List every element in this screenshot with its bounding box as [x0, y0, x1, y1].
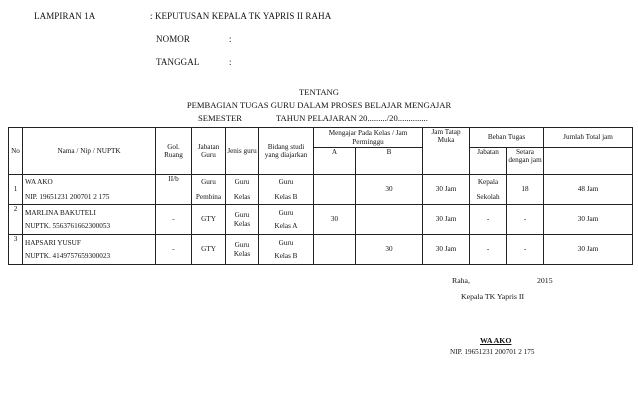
signature-name: WA AKO: [480, 336, 512, 345]
row-jumlah: 30 Jam: [544, 235, 633, 265]
title-main: PEMBAGIAN TUGAS GURU DALAM PROSES BELAJAR MENGAJAR: [186, 100, 452, 110]
row-kelas-b: 30: [356, 235, 423, 265]
row-jenis-1: Guru: [234, 178, 250, 187]
header-beban-setara: Setara dengan jam: [507, 148, 544, 175]
header-beban: Beban Tugas: [470, 128, 544, 148]
row-nama: WA AKO: [25, 178, 53, 187]
row-jam-tatap: 30 Jam: [423, 175, 470, 205]
row-jenis-cell: [226, 235, 259, 265]
signature-role: Kepala TK Yapris II: [461, 292, 525, 301]
row-jenis-2: Kelas: [233, 219, 251, 228]
row-bidang-cell: [259, 235, 314, 265]
lampiran-label: LAMPIRAN 1A: [34, 11, 96, 21]
row-bidang-1: Guru: [278, 178, 294, 187]
signature-place: Raha,: [452, 276, 470, 285]
header-beban-jabatan: Jabatan: [470, 148, 507, 175]
row-jabatan-1: Guru: [201, 178, 216, 187]
row-bidang-2: Kelas B: [274, 192, 298, 201]
table-row: [9, 235, 633, 265]
row-jabatan: GTY: [192, 205, 226, 235]
header-bidang: Bidang studi yang diajarkan: [259, 128, 314, 175]
signature-year: 2015: [537, 276, 553, 285]
row-beban-jabatan-1: Kepala: [477, 178, 499, 187]
table-row: [9, 175, 633, 205]
row-bidang-2: Kelas B: [274, 252, 298, 260]
header-mengajar: Mengajar Pada Kelas / Jam Perminggu: [314, 128, 423, 148]
row-jenis-1: Guru: [234, 211, 250, 220]
row-bidang-cell: [259, 205, 314, 235]
row-no: 3: [9, 235, 23, 265]
nomor-label: NOMOR: [156, 34, 191, 44]
row-jenis-2: Kelas: [233, 249, 251, 258]
header-kelas-b: B: [356, 148, 423, 175]
row-beban-jabatan-cell: [470, 175, 507, 205]
signature-nip: NIP. 19651231 200701 2 175: [450, 348, 535, 356]
row-gol: -: [156, 205, 192, 235]
row-bidang-cell: [259, 175, 314, 205]
row-kelas-a: 30: [314, 205, 356, 235]
row-kelas-a: [314, 235, 356, 265]
row-jenis-cell: [226, 175, 259, 205]
row-nama: MARLINA BAKUTELI: [25, 208, 96, 217]
header-kelas-a: A: [314, 148, 356, 175]
row-gol: -: [156, 235, 192, 265]
row-jam-tatap: 30 Jam: [423, 205, 470, 235]
row-jenis-1: Guru: [234, 241, 250, 250]
row-jenis-cell: [226, 205, 259, 235]
table-header-row: [9, 128, 633, 148]
row-jenis-2: Kelas: [233, 192, 251, 201]
row-gol: II/b: [156, 175, 192, 205]
row-jumlah: 30 Jam: [544, 205, 633, 235]
header-jam-tatap: Jam Tatap Muka: [423, 128, 470, 175]
row-bidang-2: Kelas A: [274, 222, 298, 230]
tanggal-label: TANGGAL: [156, 57, 200, 67]
title-tentang: TENTANG: [299, 87, 339, 97]
row-jabatan-cell: [192, 175, 226, 205]
header-jumlah: Jumlah Total jam: [544, 128, 633, 148]
row-jam-tatap: 30 Jam: [423, 235, 470, 265]
row-beban-jabatan-2: Sekolah: [476, 192, 500, 201]
header-jumlah-empty: [544, 148, 633, 175]
title-semester: SEMESTER: [198, 113, 242, 123]
header-jabatan: Jabatan Guru: [192, 128, 226, 175]
row-nip: NUPTK. 5563761662300053: [25, 222, 111, 230]
row-bidang-1: Guru: [278, 208, 294, 217]
nomor-colon: :: [229, 34, 232, 44]
tanggal-colon: :: [229, 57, 232, 67]
header-nama: Nama / Nip / NUPTK: [23, 128, 156, 175]
row-no: 1: [9, 175, 23, 205]
row-bidang-1: Guru: [278, 238, 294, 247]
row-nama-cell: [23, 205, 156, 235]
row-nip: NUPTK. 4149757659300023: [25, 252, 111, 260]
keputusan-text: : KEPUTUSAN KEPALA TK YAPRIS II RAHA: [150, 11, 332, 21]
row-jabatan: GTY: [192, 235, 226, 265]
header-no: No: [9, 128, 23, 175]
row-nip: NIP. 19651231 200701 2 175: [25, 192, 110, 201]
row-kelas-b: [356, 205, 423, 235]
row-nama-cell: [23, 235, 156, 265]
row-beban-setara: 18: [507, 175, 544, 205]
row-kelas-b: 30: [356, 175, 423, 205]
row-nama: HAPSARI YUSUF: [25, 238, 81, 247]
row-beban-jabatan: -: [470, 205, 507, 235]
assignment-table: [8, 127, 633, 265]
header-jenis: Jenis guru: [226, 128, 259, 175]
row-beban-jabatan: -: [470, 235, 507, 265]
title-tahun: TAHUN PELAJARAN 20........./20..............: [276, 113, 428, 123]
table-row: [9, 205, 633, 235]
row-jumlah: 48 Jam: [544, 175, 633, 205]
row-nama-cell: [23, 175, 156, 205]
row-beban-setara: -: [507, 235, 544, 265]
row-kelas-a: [314, 175, 356, 205]
row-beban-setara: -: [507, 205, 544, 235]
row-jabatan-2: Pembina: [195, 192, 222, 201]
row-no: 2: [9, 205, 23, 235]
header-gol: Gol. Ruang: [156, 128, 192, 175]
